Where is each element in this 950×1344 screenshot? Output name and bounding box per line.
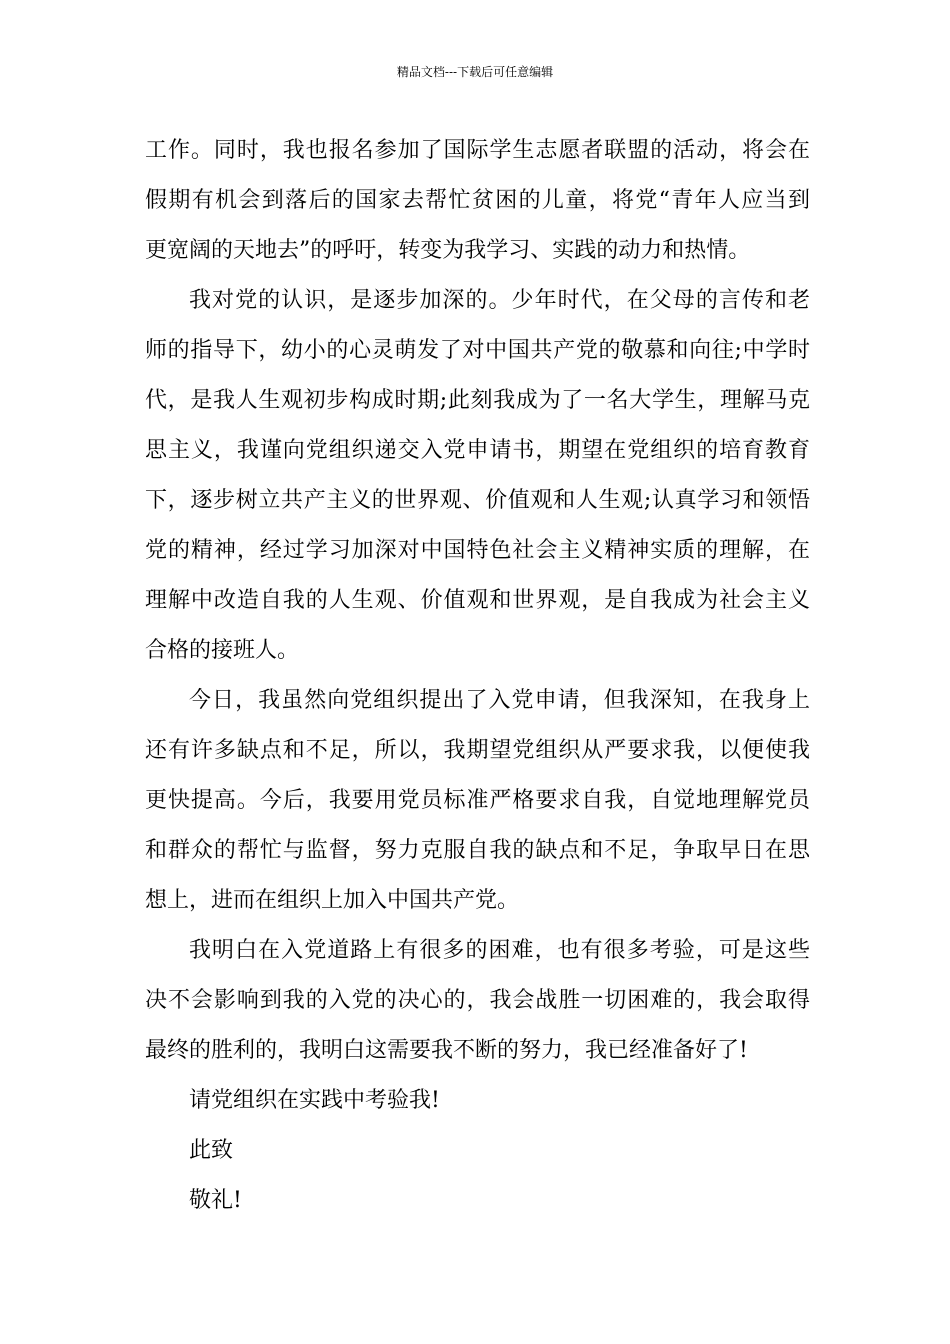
text-line: 和群众的帮忙与监督，努力克服自我的缺点和不足，争取早日在思: [145, 838, 810, 863]
text-line: 工作。同时，我也报名参加了国际学生志愿者联盟的活动，将会在: [145, 138, 810, 163]
text-line: 想上，进而在组织上加入中国共产党。: [145, 888, 520, 913]
page-header: 精品文档---下载后可任意编辑: [396, 65, 554, 79]
text-line: 思主义，我谨向党组织递交入党申请书，期望在党组织的培育教育: [145, 438, 810, 463]
text-line: 党的精神，经过学习加深对中国特色社会主义精神实质的理解，在: [145, 538, 810, 563]
text-line: 今日，我虽然向党组织提出了入党申请，但我深知，在我身上: [189, 688, 810, 713]
closing-regards: 敬礼!: [189, 1188, 242, 1213]
text-line: 假期有机会到落后的国家去帮忙贫困的儿童，将党“青年人应当到: [145, 188, 810, 213]
text-line: 还有许多缺点和不足，所以，我期望党组织从严要求我，以便使我: [145, 738, 810, 763]
text-line: 最终的胜利的，我明白这需要我不断的努力，我已经准备好了!: [145, 1038, 748, 1063]
text-line: 我对党的认识，是逐步加深的。少年时代，在父母的言传和老: [189, 288, 810, 313]
text-line: 合格的接班人。: [145, 638, 300, 663]
closing-salutation: 此致: [189, 1138, 234, 1163]
text-line: 代，是我人生观初步构成时期;此刻我成为了一名大学生，理解马克: [145, 388, 810, 413]
text-line: 下，逐步树立共产主义的世界观、价值观和人生观;认真学习和领悟: [145, 488, 810, 513]
document-body: [145, 126, 810, 1226]
text-line: 师的指导下，幼小的心灵萌发了对中国共产党的敬慕和向往;中学时: [145, 338, 810, 363]
text-line: 更宽阔的天地去”的呼吁，转变为我学习、实践的动力和热情。: [145, 238, 751, 263]
text-line: 理解中改造自我的人生观、价值观和世界观，是自我成为社会主义: [145, 588, 810, 613]
text-line: 我明白在入党道路上有很多的困难，也有很多考验，可是这些: [189, 938, 810, 963]
text-line: 更快提高。今后，我要用党员标准严格要求自我，自觉地理解党员: [145, 788, 810, 813]
closing-request: 请党组织在实践中考验我!: [189, 1088, 440, 1113]
text-line: 决不会影响到我的入党的决心的，我会战胜一切困难的，我会取得: [145, 988, 810, 1013]
